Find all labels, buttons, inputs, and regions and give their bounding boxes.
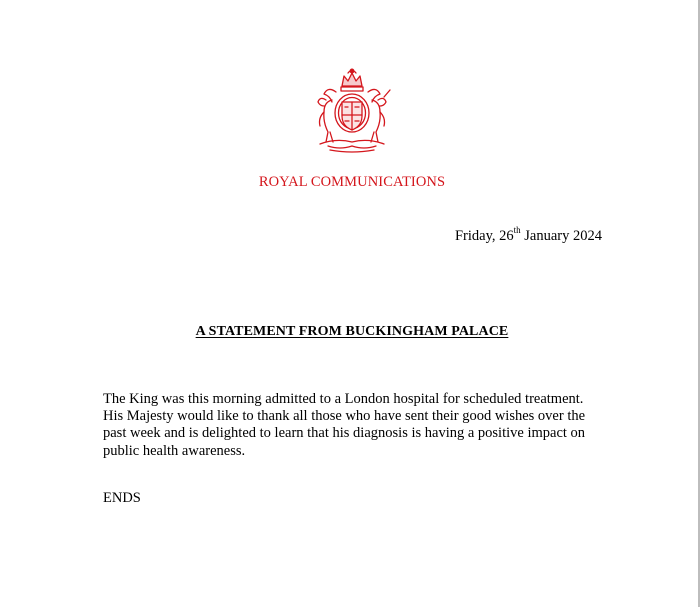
statement-headline: A STATEMENT FROM BUCKINGHAM PALACE: [195, 324, 509, 339]
body-line: His Majesty would like to thank all those who have sent their good wishes over the: [103, 408, 586, 425]
ends-marker: ENDS: [103, 490, 141, 506]
date-month-year: January 2024: [524, 227, 602, 244]
royal-crest-icon: [306, 66, 398, 154]
date-day: 26: [499, 227, 514, 244]
date-day-name: Friday,: [454, 227, 496, 244]
statement-body: [103, 391, 603, 460]
body-line: public health awareness.: [103, 442, 246, 459]
date-ordinal: th: [513, 225, 521, 235]
statement-date: [420, 226, 602, 245]
body-line: The King was this morning admitted to a London hospital for scheduled treatment.: [103, 391, 584, 407]
body-line: past week and is delighted to learn that his diagnosis is having a positive impact on: [103, 425, 586, 442]
office-name: ROYAL COMMUNICATIONS: [258, 174, 446, 190]
